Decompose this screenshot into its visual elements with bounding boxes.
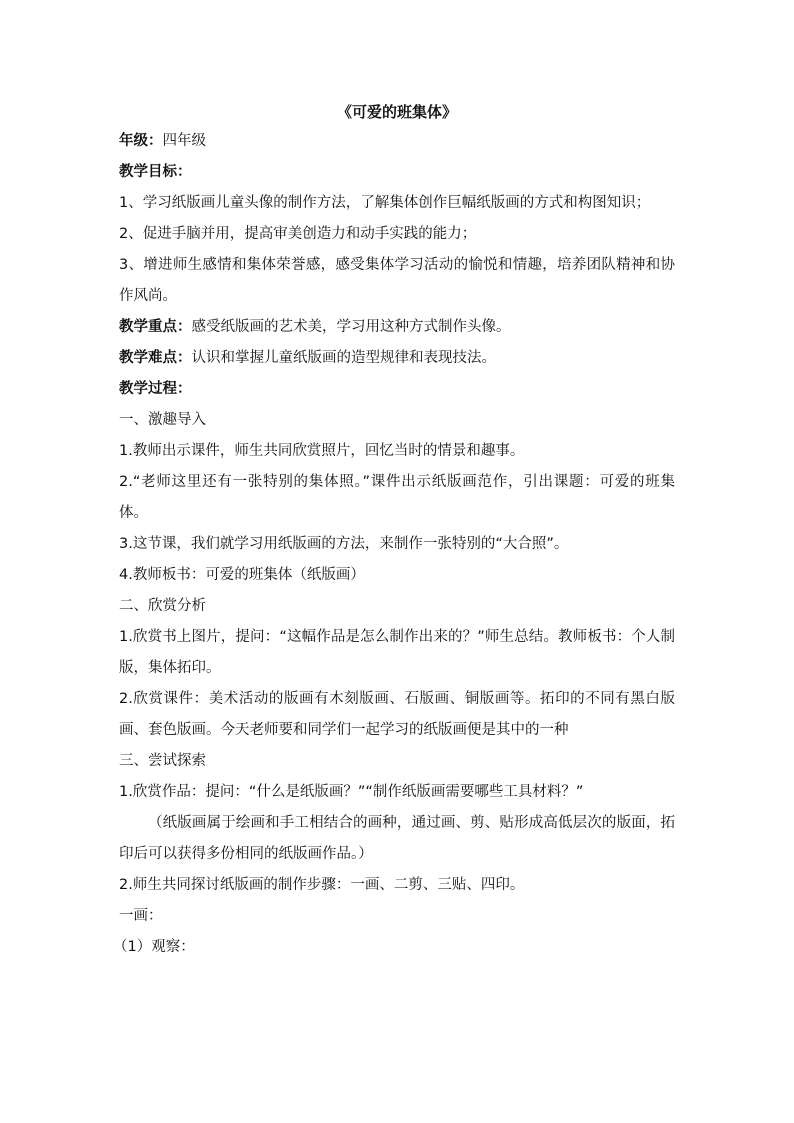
section2-item-2: 2.欣赏课件：美术活动的版画有木刻版画、石版画、铜版画等。拓印的不同有黑白版画、套色版画。今天老师要和同学们一起学习的纸版画便是其中的一种 (119, 691, 675, 738)
focus-text: 感受纸版画的艺术美，学习用这种方式制作头像。 (191, 319, 511, 335)
process-heading: 教学过程： (119, 381, 192, 397)
focus-line (119, 312, 675, 343)
grade-line (119, 126, 675, 157)
section1-item-2: 2.“老师这里还有一张特别的集体照。”课件出示纸版画范作，引出课题：可爱的班集体。 (119, 474, 675, 521)
objectives-heading: 教学目标： (119, 164, 192, 180)
grade-label: 年级： (119, 133, 163, 149)
section2-heading: 二、欣赏分析 (119, 598, 206, 614)
section1-item-4: 4.教师板书：可爱的班集体（纸版画） (119, 567, 365, 583)
document-content (113, 98, 675, 963)
objective-item-2: 2、促进手脑并用，提高审美创造力和动手实践的能力； (119, 226, 477, 242)
page-title: 《可爱的班集体》 (336, 103, 457, 121)
section3-note: （纸版画属于绘画和手工相结合的画种，通过画、剪、贴形成高低层次的版面，拓印后可以获得多份相同的纸版画作品。） (119, 815, 675, 862)
difficulty-label: 教学难点： (119, 350, 192, 366)
section1-heading: 一、激趣导入 (119, 412, 206, 428)
step1-sub: （1）观察： (113, 939, 195, 955)
section1-item-1: 1.教师出示课件，师生共同欣赏照片，回忆当时的情景和趣事。 (119, 443, 525, 459)
grade-value: 四年级 (162, 133, 206, 149)
section3-heading: 三、尝试探索 (119, 753, 206, 769)
step1-heading: 一画： (119, 908, 163, 924)
objective-item-1: 1、学习纸版画儿童头像的制作方法，了解集体创作巨幅纸版画的方式和构图知识； (119, 195, 651, 211)
section3-item-2: 2.师生共同探讨纸版画的制作步骤：一画、二剪、三贴、四印。 (119, 877, 525, 893)
difficulty-line (119, 343, 675, 374)
difficulty-text: 认识和掌握儿童纸版画的造型规律和表现技法。 (191, 350, 496, 366)
focus-label: 教学重点： (119, 319, 192, 335)
section1-item-3: 3.这节课，我们就学习用纸版画的方法，来制作一张特别的“大合照”。 (119, 536, 569, 552)
section3-item-1: 1.欣赏作品：提问：“什么是纸版画？”“制作纸版画需要哪些工具材料？” (119, 784, 584, 800)
section2-item-1: 1.欣赏书上图片，提问：“这幅作品是怎么制作出来的？”师生总结。教师板书：个人制版，集体拓印。 (119, 629, 675, 676)
objective-item-3: 3、增进师生感情和集体荣誉感，感受集体学习活动的愉悦和情趣，培养团队精神和协作风尚。 (119, 257, 675, 304)
